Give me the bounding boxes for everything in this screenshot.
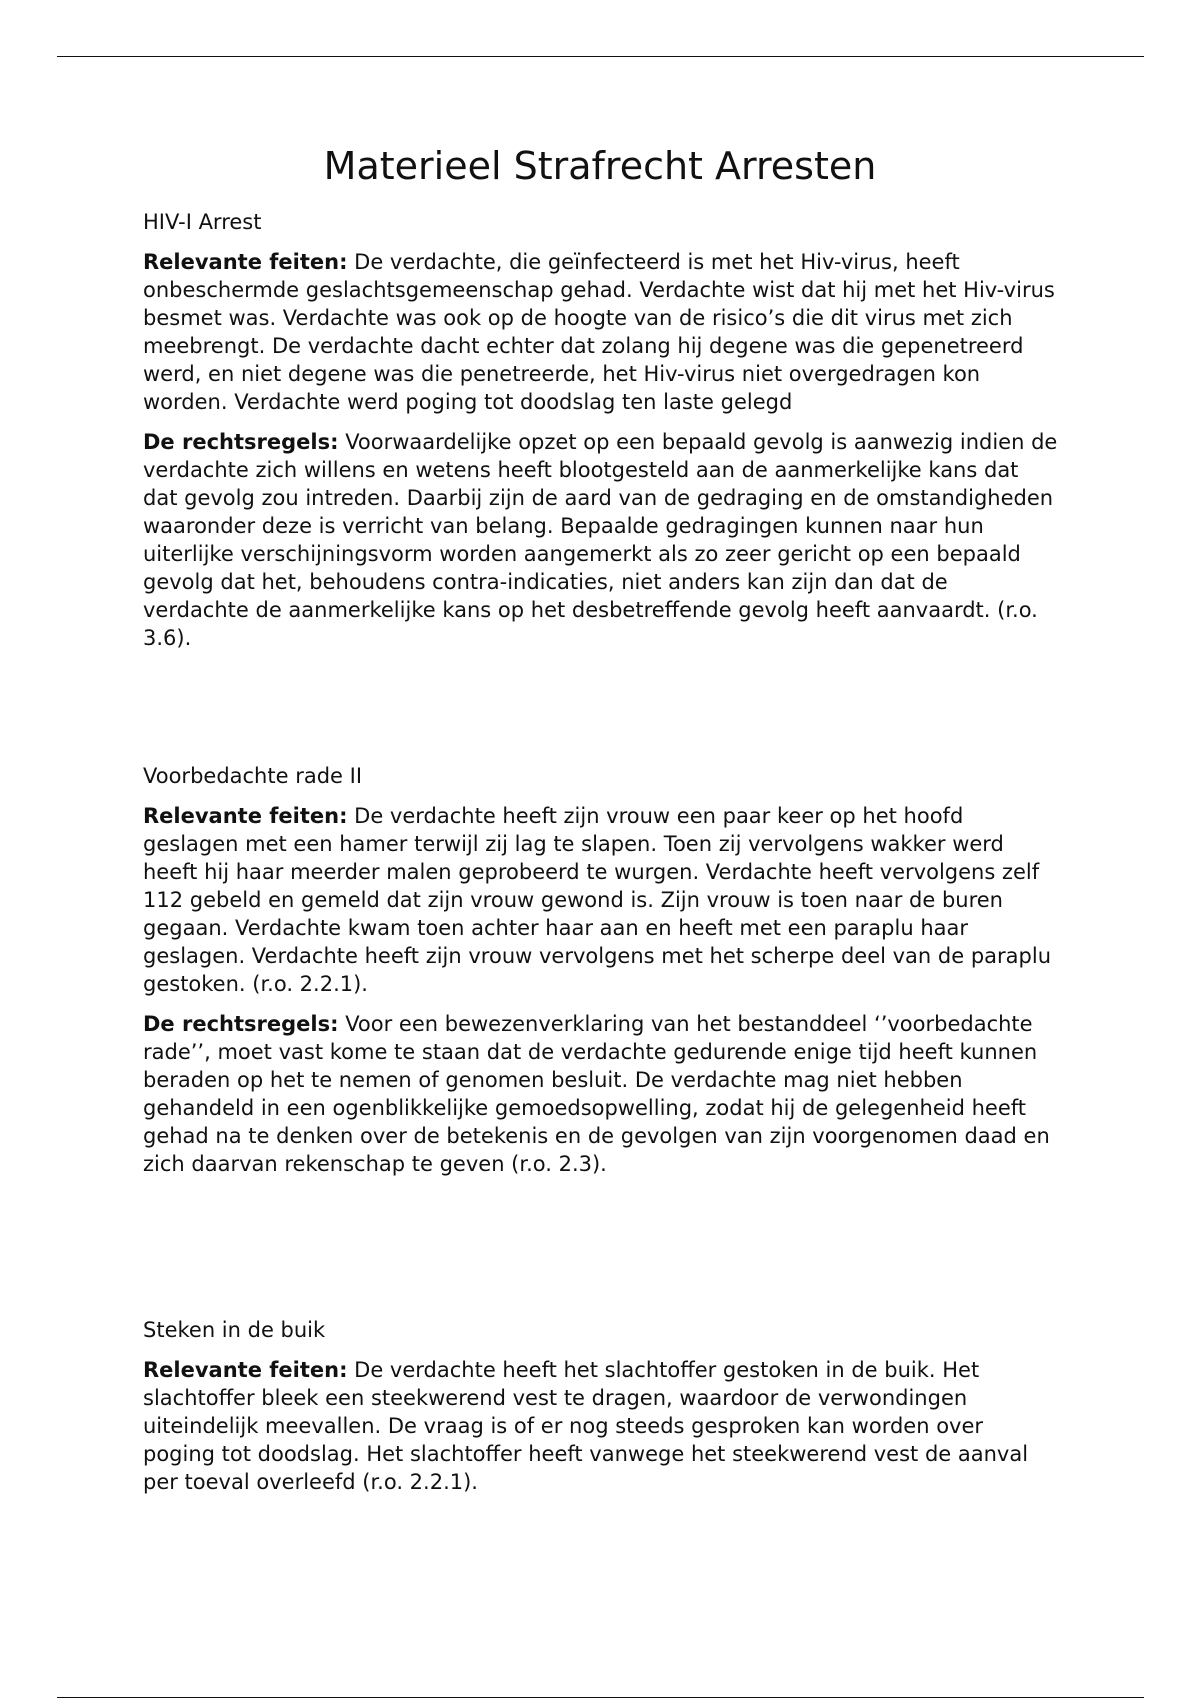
- rechtsregels-paragraph: [143, 1010, 1058, 1178]
- section-steken-in-de-buik: [143, 1316, 1058, 1508]
- rechtsregels-paragraph: [143, 428, 1058, 652]
- section-heading: Steken in de buik: [143, 1318, 326, 1342]
- paragraph-label: De rechtsregels:: [143, 1012, 339, 1036]
- paragraph-label: De rechtsregels:: [143, 430, 339, 454]
- paragraph-label: Relevante feiten:: [143, 804, 348, 828]
- page-title: Materieel Strafrecht Arresten: [323, 144, 877, 188]
- paragraph-text: De verdachte, die geïnfecteerd is met het Hiv-virus, heeft onbeschermde geslachtsgemeenschap gehad. Verdachte wist dat hij met het Hiv-virus besmet was. Verdachte was ook op de hoogte van de risico’s die dit virus met zich meebrengt. De verdachte dacht echter dat zolang hij degene was die gepenetreerd werd, en niet degene was die penetreerde, het Hiv-virus niet overgedragen kon worden. Verdachte werd poging tot doodslag ten laste gelegd: [143, 250, 1055, 414]
- top-rule: [57, 56, 1144, 57]
- section-heading: Voorbedachte rade II: [143, 764, 363, 788]
- paragraph-text: De verdachte heeft het slachtoffer gestoken in de buik. Het slachtoffer bleek een steekwerend vest te dragen, waardoor de verwondingen uiteindelijk meevallen. De vraag is of er nog steeds gesproken kan worden over poging tot doodslag. Het slachtoffer heeft vanwege het steekwerend vest de aanval per toeval overleefd (r.o. 2.2.1).: [143, 1358, 1029, 1494]
- relevante-feiten-paragraph: [143, 802, 1058, 998]
- paragraph-text: Voorwaardelijke opzet op een bepaald gevolg is aanwezig indien de verdachte zich willens en wetens heeft blootgesteld aan de aanmerkelijke kans dat dat gevolg zou intreden. Daarbij zijn de aard van de gedraging en de omstandigheden waaronder deze is verricht van belang. Bepaalde gedragingen kunnen naar hun uiterlijke verschijningsvorm worden aangemerkt als zo zeer gericht op een bepaald gevolg dat het, behoudens contra-indicaties, niet anders kan zijn dan dat de verdachte de aanmerkelijke kans op het desbetreffende gevolg heeft aanvaardt. (r.o. 3.6).: [143, 430, 1058, 650]
- section-voorbedachte-rade: [143, 762, 1058, 1190]
- paragraph-label: Relevante feiten:: [143, 1358, 348, 1382]
- section-hiv-arrest: [143, 208, 1058, 664]
- relevante-feiten-paragraph: [143, 1356, 1058, 1496]
- paragraph-text: Voor een bewezenverklaring van het bestanddeel ‘’voorbedachte rade’’, moet vast kome te staan dat de verdachte gedurende enige tijd heeft kunnen beraden op het te nemen of genomen besluit. De verdachte mag niet hebben gehandeld in een ogenblikkelijke gemoedsopwelling, zodat hij de gelegenheid heeft gehad na te denken over de betekenis en de gevolgen van zijn voorgenomen daad en zich daarvan rekenschap te geven (r.o. 2.3).: [143, 1012, 1050, 1176]
- paragraph-text: De verdachte heeft zijn vrouw een paar keer op het hoofd geslagen met een hamer terwijl zij lag te slapen. Toen zij vervolgens wakker werd heeft hij haar meerder malen geprobeerd te wurgen. Verdachte heeft vervolgens zelf 112 gebeld en gemeld dat zijn vrouw gewond is. Zijn vrouw is toen naar de buren gegaan. Verdachte kwam toen achter haar aan en heeft met een paraplu haar geslagen. Verdachte heeft zijn vrouw vervolgens met het scherpe deel van de paraplu gestoken. (r.o. 2.2.1).: [143, 804, 1052, 996]
- paragraph-label: Relevante feiten:: [143, 250, 348, 274]
- bottom-rule: [57, 1697, 1144, 1698]
- section-heading: HIV-I Arrest: [143, 210, 262, 234]
- relevante-feiten-paragraph: [143, 248, 1058, 416]
